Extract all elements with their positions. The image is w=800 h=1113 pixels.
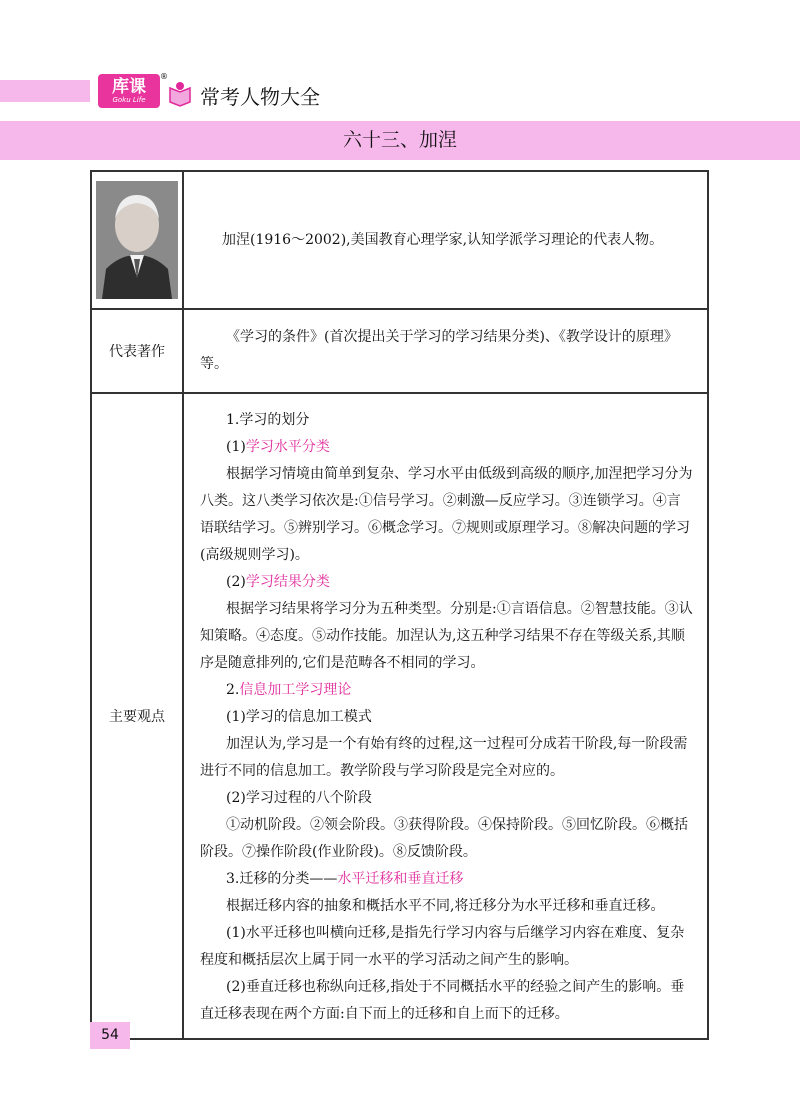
section-3-title: 水平迁移和垂直迁移 [337, 870, 464, 887]
works-label: 代表著作 [91, 309, 183, 393]
works-text: 《学习的条件》(首次提出关于学习的学习结果分类)、《教学设计的原理》等。 [183, 309, 708, 393]
logo-text: 库课 [112, 77, 146, 97]
registered-mark: ® [160, 72, 168, 81]
book-figure-icon [166, 80, 194, 108]
section-2-1-title: (1)学习的信息加工模式 [226, 708, 372, 725]
views-row [91, 393, 708, 1039]
section-2-1-text: 加涅认为,学习是一个有始有终的过程,这一过程可分成若干阶段,每一阶段需进行不同的信息加工。教学阶段与学习阶段是完全对应的。 [200, 735, 688, 779]
views-label: 主要观点 [91, 393, 183, 1039]
works-row [91, 309, 708, 393]
portrait-image [96, 181, 178, 299]
intro-row [91, 171, 708, 309]
intro-text: 加涅(1916～2002),美国教育心理学家,认知学派学习理论的代表人物。 [183, 171, 708, 309]
section-1-2-heading [200, 569, 693, 596]
page-number: 54 [90, 1022, 130, 1049]
section-3-2-text: (2)垂直迁移也称纵向迁移,指处于不同概括水平的经验之间产生的影响。垂直迁移表现在两个方面:自下而上的迁移和自上而下的迁移。 [200, 978, 685, 1022]
section-1-2-text: 根据学习结果将学习分为五种类型。分别是:①言语信息。②智慧技能。③认知策略。④态度。⑤动作技能。加涅认为,这五种学习结果不存在等级关系,其顺序是随意排列的,它们是范畴各不相同的学习。 [200, 600, 693, 671]
section-1-title: 1.学习的划分 [226, 411, 310, 428]
photo-cell [91, 171, 183, 309]
section-3-prefix: 3.迁移的分类—— [226, 870, 338, 887]
section-3-heading [200, 866, 693, 893]
section-3-text: 根据迁移内容的抽象和概括水平不同,将迁移分为水平迁移和垂直迁移。 [226, 897, 665, 914]
publisher-logo [98, 74, 160, 108]
book-title: 常考人物大全 [200, 85, 320, 109]
section-1-2-title: 学习结果分类 [245, 573, 330, 590]
section-1-1-text: 根据学习情境由简单到复杂、学习水平由低级到高级的顺序,加涅把学习分为八类。这八类学习依次是:①信号学习。②刺激—反应学习。③连锁学习。④言语联结学习。⑤辨别学习。⑥概念学习。⑦规则或原理学习。⑧解决问题的学习(高级规则学习)。 [200, 465, 693, 563]
portrait-photo [96, 181, 178, 299]
section-2-prefix: 2. [226, 681, 240, 698]
logo-subtext: Goku Life [112, 96, 146, 104]
section-1-1-title: 学习水平分类 [245, 438, 330, 455]
section-1-2-prefix: (2) [226, 573, 246, 590]
header-band [0, 80, 90, 102]
section-2-heading [200, 677, 693, 704]
profile-table [90, 170, 709, 1040]
section-3-1-text: (1)水平迁移也叫横向迁移,是指先行学习内容与后继学习内容在难度、复杂程度和概括层次上属于同一水平的学习活动之间产生的影响。 [200, 924, 685, 968]
section-2-title: 信息加工学习理论 [239, 681, 352, 698]
section-2-2-text: ①动机阶段。②领会阶段。③获得阶段。④保持阶段。⑤回忆阶段。⑥概括阶段。⑦操作阶段(作业阶段)。⑧反馈阶段。 [200, 816, 688, 860]
chapter-title: 六十三、加涅 [342, 129, 457, 151]
section-2-2-title: (2)学习过程的八个阶段 [226, 789, 372, 806]
section-1-1-heading [200, 434, 693, 461]
section-1-1-prefix: (1) [226, 438, 246, 455]
views-content [183, 393, 708, 1039]
